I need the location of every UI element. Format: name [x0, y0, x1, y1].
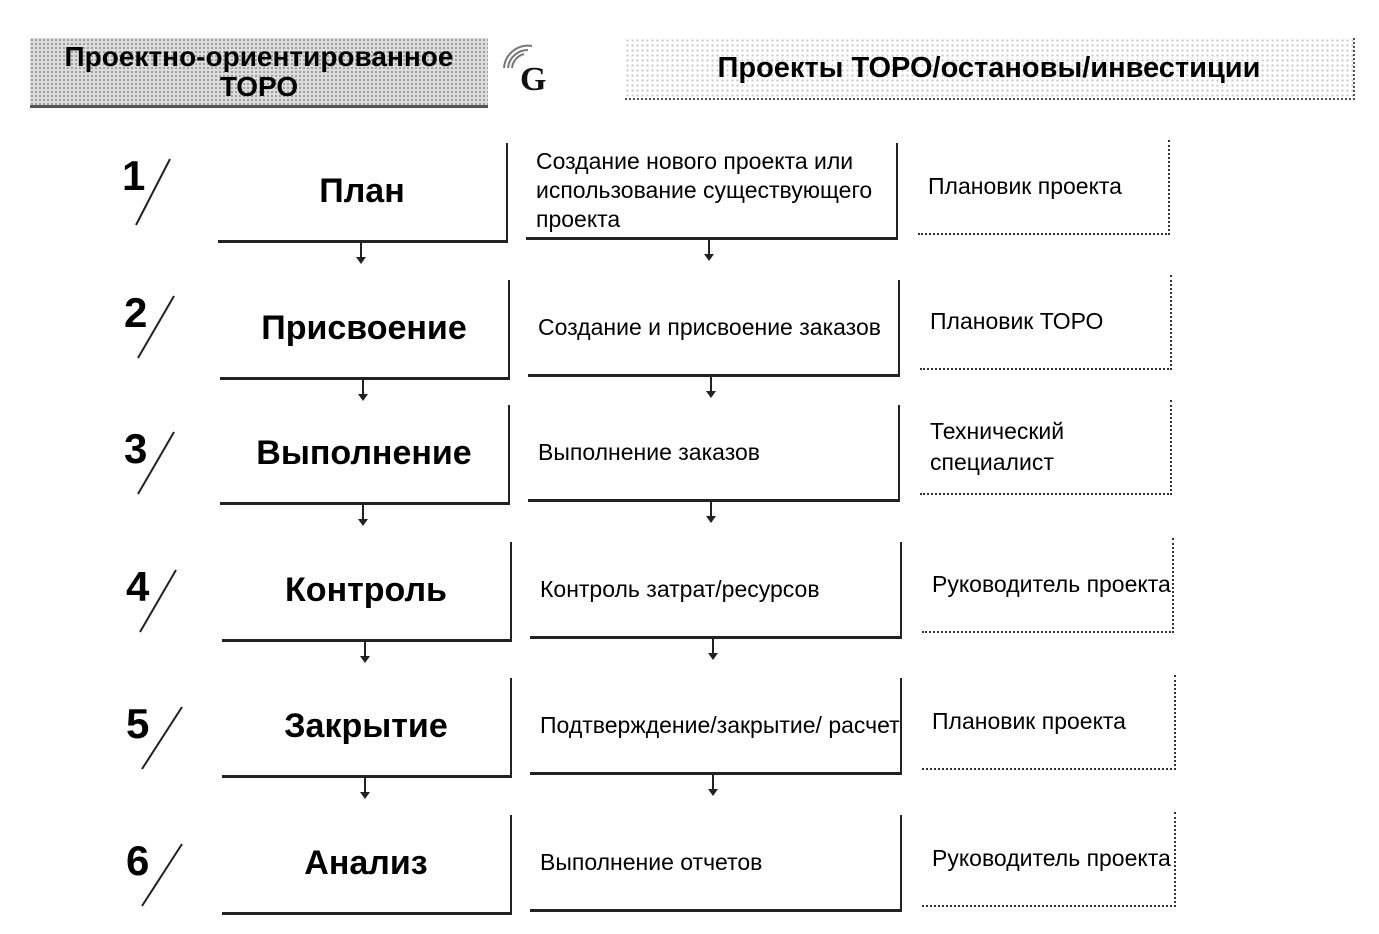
step-number-6: 6 [126, 840, 196, 930]
g-logo-icon [494, 38, 554, 98]
description-box-5 [530, 678, 902, 775]
step-number-3: 3 [124, 428, 194, 518]
down-arrow-icon [354, 243, 368, 265]
phase-label: Выполнение [256, 434, 472, 472]
description-box-4 [530, 542, 902, 639]
slash-mark-icon [124, 428, 194, 518]
down-arrow-icon [356, 380, 370, 402]
description-text: Контроль затрат/ресурсов [540, 575, 820, 602]
role-text: Плановик проекта [932, 708, 1126, 734]
role-box-5 [922, 675, 1176, 770]
phase-box-6 [222, 815, 512, 915]
down-arrow-icon [356, 505, 370, 527]
step-number-2: 2 [124, 292, 194, 382]
slash-mark-icon [126, 703, 196, 793]
down-arrow-icon [704, 502, 718, 524]
down-arrow-icon [358, 778, 372, 800]
phase-label: Анализ [304, 844, 428, 882]
step-number-1: 1 [122, 155, 192, 245]
role-box-6 [922, 812, 1176, 907]
role-text: Руководитель проекта [932, 571, 1171, 597]
step-number-5: 5 [126, 703, 196, 793]
role-box-3 [920, 400, 1172, 495]
slash-mark-icon [126, 566, 196, 656]
phase-box-3 [220, 405, 510, 505]
phase-box-1 [218, 143, 508, 243]
phase-box-2 [220, 280, 510, 380]
role-text: Руководитель проекта [932, 845, 1171, 871]
slash-mark-icon [124, 292, 194, 382]
role-box-2 [920, 275, 1172, 370]
description-text: Выполнение отчетов [540, 848, 763, 875]
phase-label: Присвоение [261, 309, 467, 347]
header-left-title-line2: ТОРО [219, 71, 299, 102]
logo-letter: G [520, 61, 547, 98]
phase-label: Контроль [285, 571, 447, 609]
role-box-4 [922, 538, 1174, 633]
description-box-6 [530, 815, 902, 912]
description-box-2 [528, 280, 900, 377]
description-text: Подтверждение/закрытие/ расчет [540, 711, 900, 738]
role-text: Плановик ТОРО [930, 308, 1104, 334]
role-text: Плановик проекта [928, 173, 1122, 199]
down-arrow-icon [706, 775, 720, 797]
down-arrow-icon [702, 240, 716, 262]
description-text: Выполнение заказов [538, 438, 760, 465]
phase-label: Закрытие [284, 707, 448, 745]
down-arrow-icon [704, 377, 718, 399]
down-arrow-icon [706, 639, 720, 661]
phase-label: План [319, 172, 405, 210]
description-text: Создание и присвоение заказов [538, 313, 881, 340]
header-right-title: Проекты ТОРО/остановы/инвестиции [717, 52, 1261, 84]
phase-box-5 [222, 678, 512, 778]
phase-box-4 [222, 542, 512, 642]
description-text: Создание нового проекта или использование существующего проекта [536, 147, 873, 232]
header-right-banner [625, 38, 1355, 100]
header-left-banner [30, 38, 488, 108]
description-box-3 [528, 405, 900, 502]
step-number-4: 4 [126, 566, 196, 656]
role-text: Технический специалист [930, 417, 1065, 475]
description-box-1 [526, 143, 898, 240]
header-left-title-line1: Проектно-ориентированное [64, 41, 454, 72]
role-box-1 [918, 140, 1170, 235]
slash-mark-icon [126, 840, 196, 930]
slash-mark-icon [122, 155, 192, 245]
down-arrow-icon [358, 642, 372, 664]
